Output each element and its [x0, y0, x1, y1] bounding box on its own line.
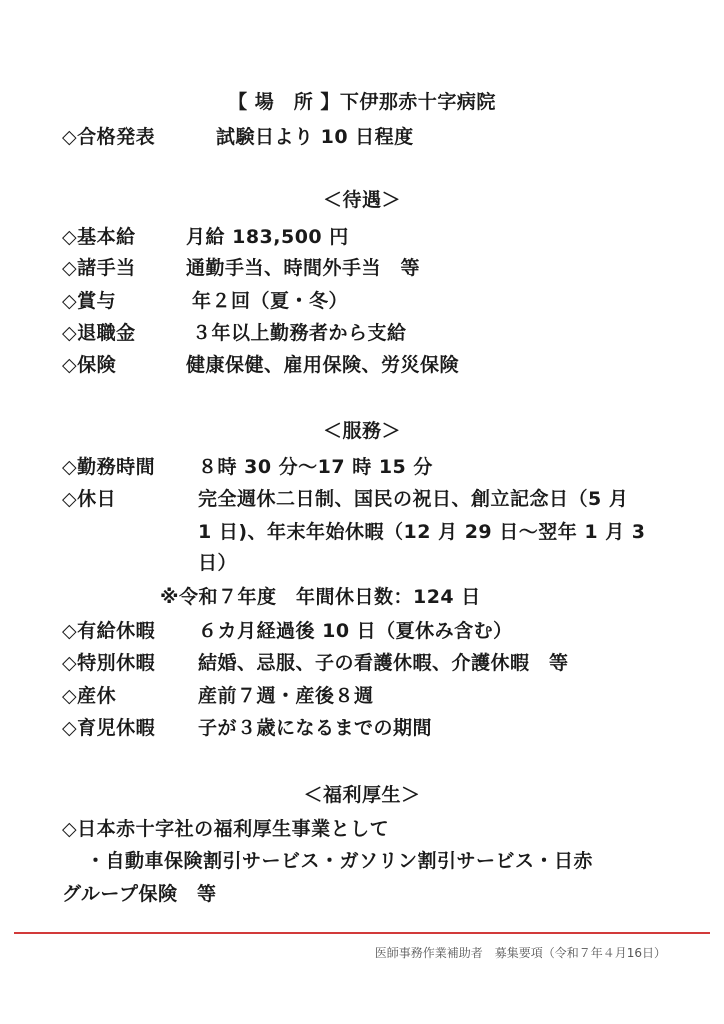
allowance-value: 通勤手当、時間外手当 等 — [186, 257, 421, 279]
bonus-label: ◇賞与 — [62, 290, 117, 312]
holiday-note: ※令和７年度 年間休日数：124 日 — [160, 586, 481, 608]
maternity-leave-label: ◇産休 — [62, 685, 117, 707]
location-line: 【 場 所 】下伊那赤十字病院 — [228, 91, 496, 113]
holiday-line-2: 1 日)、年末年始休暇（12 月 29 日～翌年 1 月 3 — [198, 521, 646, 543]
insurance-label: ◇保険 — [62, 354, 117, 376]
result-value: 試験日より 10 日程度 — [216, 126, 414, 148]
hours-value: ８時 30 分～17 時 15 分 — [198, 456, 433, 478]
maternity-leave-value: 産前７週・産後８週 — [198, 685, 374, 707]
holiday-line-1: 完全週休二日制、国民の祝日、創立記念日（5 月 — [198, 488, 629, 510]
footer-text: 医師事務作業補助者 募集要項（令和７年４月16日） — [374, 946, 666, 960]
salary-value: 月給 183,500 円 — [186, 226, 349, 248]
service-heading: ＜服務＞ — [322, 420, 401, 442]
result-label: ◇合格発表 — [62, 126, 156, 148]
paid-leave-label: ◇有給休暇 — [62, 620, 156, 642]
salary-label: ◇基本給 — [62, 226, 136, 248]
bonus-value: 年２回（夏・冬） — [192, 290, 349, 312]
welfare-line-2: ・自動車保険割引サービス・ガソリン割引サービス・日赤 — [86, 850, 594, 872]
allowance-label: ◇諸手当 — [62, 257, 136, 279]
insurance-value: 健康保健、雇用保険、労災保険 — [186, 354, 460, 376]
welfare-heading: ＜福利厚生＞ — [303, 784, 421, 806]
childcare-leave-value: 子が３歳になるまでの期間 — [198, 717, 433, 739]
footer-divider — [14, 932, 710, 934]
treatment-heading: ＜待遇＞ — [322, 189, 401, 211]
hours-label: ◇勤務時間 — [62, 456, 156, 478]
welfare-line-1: ◇日本赤十字社の福利厚生事業として — [62, 818, 390, 840]
holiday-line-3: 日） — [198, 552, 238, 574]
welfare-line-3: グループ保険 等 — [62, 883, 217, 905]
childcare-leave-label: ◇育児休暇 — [62, 717, 156, 739]
special-leave-label: ◇特別休暇 — [62, 652, 156, 674]
retirement-label: ◇退職金 — [62, 322, 136, 344]
paid-leave-value: ６カ月経過後 10 日（夏休み含む） — [198, 620, 513, 642]
holiday-label: ◇休日 — [62, 488, 117, 510]
special-leave-value: 結婚、忌服、子の看護休暇、介護休暇 等 — [198, 652, 569, 674]
retirement-value: ３年以上勤務者から支給 — [192, 322, 407, 344]
